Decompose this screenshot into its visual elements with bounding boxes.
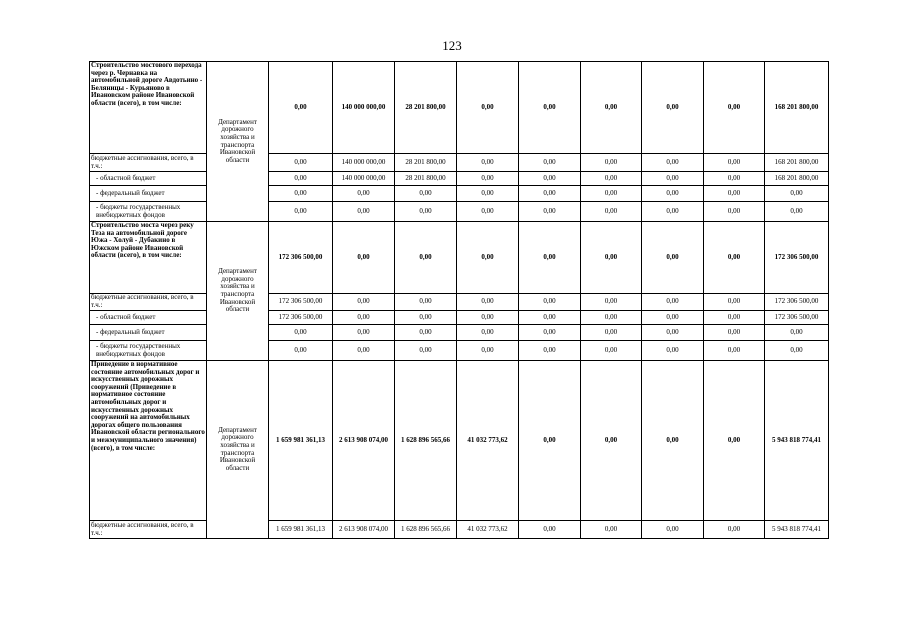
value-cell: 0,00 — [457, 154, 519, 172]
section-title: Приведение в нормативное состояние автомобильных дорог и искусственных дорожных сооружений (Приведение в нормативное состояние автомобильных дорог и искусственных дорожных сооружений на автомобильных дорогах общего пользования Ивановской области регионального и межмуниципального значения) (всего), в том числе: — [90, 361, 207, 521]
department-cell: Департамент дорожного хозяйства и транспорта Ивановской области — [207, 62, 269, 222]
total-value-cell: 172 306 500,00 — [765, 222, 829, 294]
value-cell: 0,00 — [581, 521, 642, 539]
value-cell: 0,00 — [457, 186, 519, 202]
row-label: - областной бюджет — [90, 311, 207, 325]
value-cell: 0,00 — [581, 325, 642, 341]
total-value-cell: 0,00 — [269, 62, 333, 154]
value-cell: 0,00 — [704, 521, 765, 539]
value-cell: 0,00 — [765, 325, 829, 341]
value-cell: 0,00 — [395, 341, 457, 361]
row-label: - федеральный бюджет — [90, 325, 207, 341]
value-cell: 0,00 — [269, 186, 333, 202]
value-cell: 0,00 — [519, 172, 581, 186]
department-cell: Департамент дорожного хозяйства и транспорта Ивановской области — [207, 361, 269, 539]
table-row — [90, 521, 829, 539]
row-label: бюджетные ассигнования, всего, в т.ч.: — [90, 521, 207, 539]
row-label: - бюджеты государственных внебюджетных фондов — [90, 341, 207, 361]
value-cell: 0,00 — [395, 294, 457, 311]
value-cell: 172 306 500,00 — [765, 311, 829, 325]
value-cell: 168 201 800,00 — [765, 172, 829, 186]
value-cell: 0,00 — [457, 311, 519, 325]
value-cell: 0,00 — [457, 294, 519, 311]
value-cell: 0,00 — [704, 186, 765, 202]
value-cell: 0,00 — [457, 341, 519, 361]
value-cell: 0,00 — [333, 202, 395, 222]
section-title: Строительство мостового перехода через р. Чернавка на автомобильной дороге Авдотьино - Беляницы - Курьяново в Ивановском районе Ивановской области (всего), в том числе: — [90, 62, 207, 154]
table-row — [90, 341, 829, 361]
total-value-cell: 0,00 — [395, 222, 457, 294]
value-cell: 0,00 — [581, 154, 642, 172]
value-cell: 0,00 — [765, 202, 829, 222]
value-cell: 0,00 — [704, 311, 765, 325]
value-cell: 0,00 — [642, 186, 704, 202]
value-cell: 0,00 — [642, 172, 704, 186]
value-cell: 0,00 — [704, 341, 765, 361]
row-label: - бюджеты государственных внебюджетных фондов — [90, 202, 207, 222]
value-cell: 0,00 — [642, 294, 704, 311]
value-cell: 0,00 — [704, 172, 765, 186]
total-value-cell: 0,00 — [642, 222, 704, 294]
value-cell: 0,00 — [519, 154, 581, 172]
total-value-cell: 0,00 — [519, 222, 581, 294]
value-cell: 0,00 — [269, 202, 333, 222]
value-cell: 0,00 — [269, 325, 333, 341]
total-value-cell: 168 201 800,00 — [765, 62, 829, 154]
total-value-cell: 0,00 — [519, 62, 581, 154]
value-cell: 0,00 — [581, 202, 642, 222]
value-cell: 28 201 800,00 — [395, 154, 457, 172]
value-cell: 0,00 — [581, 172, 642, 186]
value-cell: 0,00 — [333, 325, 395, 341]
total-value-cell: 5 943 818 774,41 — [765, 361, 829, 521]
table-row — [90, 325, 829, 341]
total-value-cell: 0,00 — [457, 222, 519, 294]
table-row — [90, 154, 829, 172]
value-cell: 0,00 — [519, 294, 581, 311]
value-cell: 0,00 — [765, 186, 829, 202]
value-cell: 0,00 — [581, 341, 642, 361]
row-label: бюджетные ассигнования, всего, в т.ч.: — [90, 154, 207, 172]
value-cell: 0,00 — [269, 154, 333, 172]
value-cell: 1 659 981 361,13 — [269, 521, 333, 539]
value-cell: 0,00 — [333, 341, 395, 361]
value-cell: 0,00 — [704, 294, 765, 311]
value-cell: 5 943 818 774,41 — [765, 521, 829, 539]
value-cell: 0,00 — [581, 294, 642, 311]
value-cell: 0,00 — [642, 341, 704, 361]
value-cell: 0,00 — [269, 341, 333, 361]
row-label: - областной бюджет — [90, 172, 207, 186]
section-title: Строительство моста через реку Теза на автомобильной дороге Южа - Холуй - Дубакино в Южском районе Ивановской области (всего), в том числе: — [90, 222, 207, 294]
section-title-row — [90, 361, 829, 521]
value-cell: 0,00 — [519, 202, 581, 222]
total-value-cell: 0,00 — [704, 222, 765, 294]
value-cell: 0,00 — [333, 294, 395, 311]
total-value-cell: 0,00 — [519, 361, 581, 521]
value-cell: 0,00 — [395, 186, 457, 202]
value-cell: 172 306 500,00 — [765, 294, 829, 311]
total-value-cell: 41 032 773,62 — [457, 361, 519, 521]
total-value-cell: 0,00 — [333, 222, 395, 294]
value-cell: 0,00 — [519, 521, 581, 539]
budget-table — [89, 61, 829, 539]
total-value-cell: 0,00 — [642, 62, 704, 154]
value-cell: 0,00 — [765, 341, 829, 361]
value-cell: 172 306 500,00 — [269, 311, 333, 325]
value-cell: 140 000 000,00 — [333, 172, 395, 186]
value-cell: 1 628 896 565,66 — [395, 521, 457, 539]
section-title-row — [90, 62, 829, 154]
total-value-cell: 0,00 — [704, 62, 765, 154]
value-cell: 0,00 — [395, 202, 457, 222]
value-cell: 0,00 — [395, 311, 457, 325]
value-cell: 0,00 — [269, 172, 333, 186]
value-cell: 2 613 908 074,00 — [333, 521, 395, 539]
total-value-cell: 172 306 500,00 — [269, 222, 333, 294]
value-cell: 140 000 000,00 — [333, 154, 395, 172]
row-label: бюджетные ассигнования, всего, в т.ч.: — [90, 294, 207, 311]
value-cell: 41 032 773,62 — [457, 521, 519, 539]
value-cell: 0,00 — [642, 202, 704, 222]
value-cell: 0,00 — [519, 311, 581, 325]
table-row — [90, 172, 829, 186]
table-row — [90, 294, 829, 311]
value-cell: 0,00 — [642, 521, 704, 539]
total-value-cell: 28 201 800,00 — [395, 62, 457, 154]
total-value-cell: 0,00 — [457, 62, 519, 154]
value-cell: 0,00 — [581, 311, 642, 325]
value-cell: 0,00 — [457, 202, 519, 222]
total-value-cell: 0,00 — [642, 361, 704, 521]
total-value-cell: 0,00 — [581, 222, 642, 294]
row-label: - федеральный бюджет — [90, 186, 207, 202]
value-cell: 0,00 — [519, 341, 581, 361]
value-cell: 0,00 — [333, 311, 395, 325]
value-cell: 168 201 800,00 — [765, 154, 829, 172]
page-number: 123 — [442, 38, 462, 53]
department-cell: Департамент дорожного хозяйства и транспорта Ивановской области — [207, 222, 269, 361]
value-cell: 0,00 — [642, 311, 704, 325]
value-cell: 0,00 — [704, 325, 765, 341]
value-cell: 0,00 — [704, 202, 765, 222]
value-cell: 0,00 — [333, 186, 395, 202]
total-value-cell: 2 613 908 074,00 — [333, 361, 395, 521]
value-cell: 0,00 — [519, 186, 581, 202]
value-cell: 0,00 — [519, 325, 581, 341]
value-cell: 0,00 — [581, 186, 642, 202]
total-value-cell: 140 000 000,00 — [333, 62, 395, 154]
total-value-cell: 1 628 896 565,66 — [395, 361, 457, 521]
value-cell: 0,00 — [395, 325, 457, 341]
value-cell: 28 201 800,00 — [395, 172, 457, 186]
total-value-cell: 0,00 — [581, 361, 642, 521]
value-cell: 0,00 — [457, 325, 519, 341]
total-value-cell: 0,00 — [581, 62, 642, 154]
table-row — [90, 186, 829, 202]
table-row — [90, 311, 829, 325]
total-value-cell: 1 659 981 361,13 — [269, 361, 333, 521]
value-cell: 0,00 — [642, 154, 704, 172]
total-value-cell: 0,00 — [704, 361, 765, 521]
value-cell: 0,00 — [642, 325, 704, 341]
section-title-row — [90, 222, 829, 294]
value-cell: 172 306 500,00 — [269, 294, 333, 311]
value-cell: 0,00 — [704, 154, 765, 172]
table-row — [90, 202, 829, 222]
value-cell: 0,00 — [457, 172, 519, 186]
